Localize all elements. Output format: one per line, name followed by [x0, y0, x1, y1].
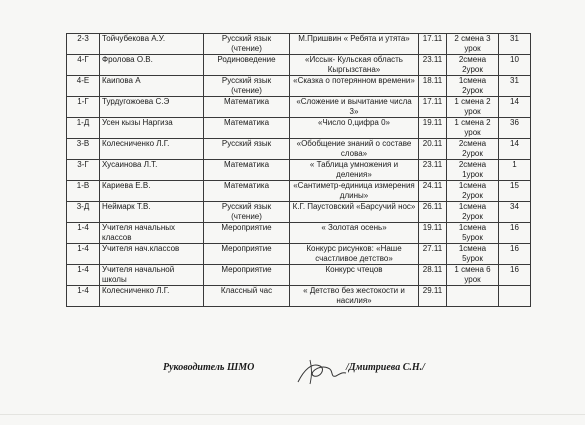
count-cell: 16	[499, 244, 531, 265]
shift-cell: 1смена 2урок	[447, 76, 499, 97]
table-row	[67, 118, 531, 139]
teacher-cell: Турдугожоева С.Э	[100, 97, 204, 118]
topic-cell: « Золотая осень»	[290, 223, 419, 244]
date-cell: 26.11	[419, 202, 447, 223]
count-cell: 1	[499, 160, 531, 181]
teacher-cell: Колесниченко Л.Г.	[100, 286, 204, 307]
teacher-cell: Тойчубекова А.У.	[100, 34, 204, 55]
topic-cell: «Иссык- Кульская область Кыргызстана»	[290, 55, 419, 76]
class-cell: 1-4	[67, 223, 100, 244]
count-cell: 14	[499, 139, 531, 160]
date-cell: 19.11	[419, 118, 447, 139]
shift-cell: 2 смена 3 урок	[447, 34, 499, 55]
teacher-cell: Учителя нач.классов	[100, 244, 204, 265]
teacher-cell: Учителя начальных классов	[100, 223, 204, 244]
count-cell: 31	[499, 34, 531, 55]
head-name: /Дмитриева С.Н./	[346, 362, 425, 373]
table-row	[67, 97, 531, 118]
topic-cell: « Детство без жестокости и насилия»	[290, 286, 419, 307]
subject-cell: Математика	[204, 181, 290, 202]
class-cell: 3-Г	[67, 160, 100, 181]
topic-cell: «Обобщение знаний о составе слова»	[290, 139, 419, 160]
subject-cell: Русский язык	[204, 139, 290, 160]
topic-cell: «Сложение и вычитание числа 3»	[290, 97, 419, 118]
date-cell: 29.11	[419, 286, 447, 307]
count-cell	[499, 286, 531, 307]
class-cell: 1-Г	[67, 97, 100, 118]
class-cell: 3-В	[67, 139, 100, 160]
table-row	[67, 139, 531, 160]
count-cell: 15	[499, 181, 531, 202]
date-cell: 17.11	[419, 97, 447, 118]
class-cell: 1-Д	[67, 118, 100, 139]
class-cell: 2-3	[67, 34, 100, 55]
table-row	[67, 202, 531, 223]
shift-cell	[447, 286, 499, 307]
subject-cell: Русский язык (чтение)	[204, 202, 290, 223]
topic-cell: Конкурс чтецов	[290, 265, 419, 286]
count-cell: 14	[499, 97, 531, 118]
class-cell: 1-4	[67, 286, 100, 307]
table-row	[67, 160, 531, 181]
shift-cell: 2смена 2урок	[447, 139, 499, 160]
topic-cell: Конкурс рисунков: «Наше счастливое детство»	[290, 244, 419, 265]
count-cell: 36	[499, 118, 531, 139]
teacher-cell: Хусаинова Л.Т.	[100, 160, 204, 181]
subject-cell: Русский язык (чтение)	[204, 76, 290, 97]
topic-cell: К.Г. Паустовский «Барсучий нос»	[290, 202, 419, 223]
shift-cell: 1смена 5урок	[447, 244, 499, 265]
date-cell: 27.11	[419, 244, 447, 265]
topic-cell: «Сказка о потерянном времени»	[290, 76, 419, 97]
count-cell: 31	[499, 76, 531, 97]
subject-cell: Математика	[204, 160, 290, 181]
date-cell: 18.11	[419, 76, 447, 97]
table-row	[67, 76, 531, 97]
date-cell: 28.11	[419, 265, 447, 286]
shift-cell: 1 смена 2 урок	[447, 97, 499, 118]
subject-cell: Мероприятие	[204, 265, 290, 286]
shift-cell: 1смена 5урок	[447, 223, 499, 244]
table-row	[67, 223, 531, 244]
page-edge	[0, 414, 585, 415]
events-table	[66, 33, 531, 307]
date-cell: 19.11	[419, 223, 447, 244]
topic-cell: «Сантиметр-единица измерения длины»	[290, 181, 419, 202]
teacher-cell: Учителя начальной школы	[100, 265, 204, 286]
table-row	[67, 34, 531, 55]
date-cell: 23.11	[419, 160, 447, 181]
count-cell: 10	[499, 55, 531, 76]
table-row	[67, 181, 531, 202]
class-cell: 1-4	[67, 244, 100, 265]
count-cell: 34	[499, 202, 531, 223]
shift-cell: 2смена 1урок	[447, 160, 499, 181]
teacher-cell: Усен кызы Наргиза	[100, 118, 204, 139]
table-row	[67, 286, 531, 307]
subject-cell: Математика	[204, 118, 290, 139]
count-cell: 16	[499, 265, 531, 286]
teacher-cell: Кариева Е.В.	[100, 181, 204, 202]
subject-cell: Русский язык (чтение)	[204, 34, 290, 55]
topic-cell: « Таблица умножения и деления»	[290, 160, 419, 181]
subject-cell: Мероприятие	[204, 223, 290, 244]
topic-cell: «Число 0,цифра 0»	[290, 118, 419, 139]
table-row	[67, 55, 531, 76]
shift-cell: 1смена 2урок	[447, 181, 499, 202]
teacher-cell: Фролова О.В.	[100, 55, 204, 76]
teacher-cell: Колесниченко Л.Г.	[100, 139, 204, 160]
date-cell: 20.11	[419, 139, 447, 160]
handwritten-signature	[290, 352, 350, 388]
shift-cell: 1 смена 2 урок	[447, 118, 499, 139]
date-cell: 24.11	[419, 181, 447, 202]
subject-cell: Мероприятие	[204, 244, 290, 265]
table-row	[67, 244, 531, 265]
subject-cell: Классный час	[204, 286, 290, 307]
shift-cell: 1 смена 6 урок	[447, 265, 499, 286]
events-table-body	[67, 34, 531, 307]
count-cell: 16	[499, 223, 531, 244]
topic-cell: М.Пришвин « Ребята и утята»	[290, 34, 419, 55]
head-title: Руководитель ШМО	[163, 362, 255, 373]
class-cell: 3-Д	[67, 202, 100, 223]
teacher-cell: Неймарк Т.В.	[100, 202, 204, 223]
subject-cell: Математика	[204, 97, 290, 118]
subject-cell: Родиноведение	[204, 55, 290, 76]
shift-cell: 2смена 2урок	[447, 55, 499, 76]
shift-cell: 1смена 2урок	[447, 202, 499, 223]
table-row	[67, 265, 531, 286]
class-cell: 4-Г	[67, 55, 100, 76]
date-cell: 17.11	[419, 34, 447, 55]
class-cell: 1-4	[67, 265, 100, 286]
date-cell: 23.11	[419, 55, 447, 76]
teacher-cell: Каипова А	[100, 76, 204, 97]
class-cell: 1-В	[67, 181, 100, 202]
class-cell: 4-Е	[67, 76, 100, 97]
